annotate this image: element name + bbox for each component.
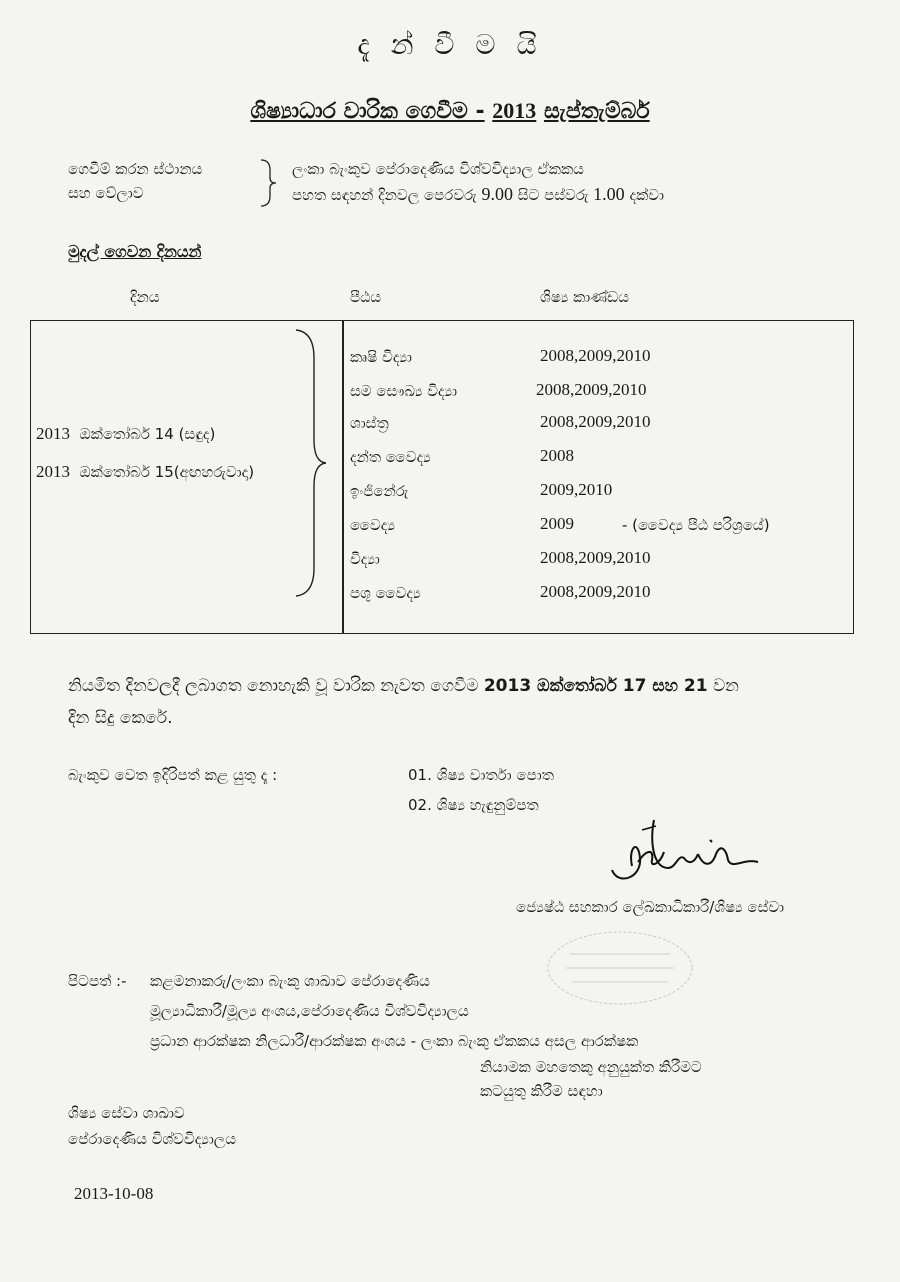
row-faculty: සම සෞඛ්‍ය විද්‍යා [350,382,458,400]
signatory-title: ජ්‍යෙෂ්ඨ සහකාර ලේඛකාධිකාරී/ශිෂ්‍ය සේවා [516,898,785,916]
official-stamp-image [540,924,700,1014]
row-batch: 2008,2009,2010 [540,582,651,601]
document-date: 2013-10-08 [74,1184,154,1203]
row-batch: 2008,2009,2010 [536,380,647,399]
payment-value-pre: පහත සඳහන් දිනවල පෙරවරු [292,186,477,204]
copy-recipient-3: ප්‍රධාන ආරක්ෂක නිලධාරී/ආරක්ෂක අංශය - ලංකා බැංකු ඒකකය අසල ආරක්ෂක [150,1032,639,1050]
date-1-text: ඔක්තෝබර් 14 (සඳුද) [79,425,216,443]
schedule-heading: මුදල් ගෙවන දිනයන් [68,242,202,261]
payment-time-end: 1.00 [593,184,625,204]
document-item-1: 01. ශිෂ්‍ය වාර්තා පොත [408,766,554,784]
copy-recipient-3-cont-2: කටයුතු කිරීම සඳහා [480,1082,603,1100]
page-subtitle [0,98,900,124]
date-2-text: ඔක්තෝබර් 15(අඟහරුවාදා) [79,463,255,481]
copy-recipient-3-cont-1: නියාමක මහතෙකු අනුයුක්ත කිරීමට [480,1058,702,1076]
issuer-line-1: ශිෂ්‍ය සේවා ශාඛාව [68,1104,185,1122]
issuer-line-2: පේරාදෙණිය විශ්වවිද්‍යාලය [68,1130,236,1148]
dates-brace [292,328,332,598]
payment-value-line1: ලංකා බැංකුව පේරාදෙණිය විශ්වවිද්‍යාල ඒකකය [292,160,584,178]
schedule-date-2 [36,462,254,482]
row-batch: 2008,2009,2010 [540,412,651,431]
copy-recipient-1: කළමනාකරු/ලංකා බැංකු ශාඛාව පේරාදෙණිය [150,972,430,990]
document-item-2: 02. ශිෂ්‍ය හැඳුනුම්පත [408,796,539,814]
row-faculty: විද්‍යා [350,550,380,568]
copies-label: පිටපත් :- [68,972,127,990]
row-faculty: දන්ත වෛද්‍ය [350,448,431,466]
subtitle-suffix: සැප්තැම්බර් [543,99,650,124]
payment-label-line2: සහ වේලාව [68,184,144,202]
row-batch: 2009 [540,514,574,533]
notice-text-pre: නියමිත දිනවලදී ලබාගත නොහැකි වූ වාරික නැවත ගෙවීම [68,676,479,696]
row-faculty: ඉංජිනේරු [350,482,409,500]
payment-value-mid: සිට පස්වරු [517,186,589,204]
row-batch: 2008,2009,2010 [540,548,651,567]
column-header-date: දිනය [130,288,160,306]
payment-time-start: 9.00 [481,184,513,204]
row-faculty: ශාස්ත්‍ර [350,414,389,432]
row-faculty: පශු වෛද්‍ය [350,584,421,602]
table-divider [342,320,344,634]
date-2-year: 2013 [36,462,70,481]
copy-recipient-2: මූල්‍යාධිකාරී/මූල්‍ය අංශය,පේරාදෙණිය විශ්වවිද්‍යාලය [150,1002,469,1020]
notice-text-post: වන [712,676,739,696]
row-note: - (වෛද්‍ය පීඨ පරිශ්‍රයේ) [622,516,770,534]
documents-label: බැංකුව වෙත ඉදිරිපත් කළ යුතු දෑ : [68,766,278,784]
payment-value-post: දක්වා [629,186,664,204]
row-faculty: කෘෂි විද්‍යා [350,348,412,366]
page-title: දැ න් වී ම යි [357,28,543,61]
payment-label-line1: ගෙවීම් කරන ස්ථානය [68,160,203,178]
payment-brace [258,158,278,208]
column-header-batch: ශිෂ්‍ය කාණ්ඩය [540,288,629,306]
notice-line-1 [68,676,739,696]
signature-image [598,808,788,898]
row-batch: 2008 [540,446,574,465]
row-batch: 2008,2009,2010 [540,346,651,365]
subtitle-prefix: ශිෂ්‍යාධාර වාරික ගෙවීම - [250,99,485,124]
payment-value-line2 [292,184,664,205]
row-faculty: වෛද්‍ය [350,516,395,534]
subtitle-year: 2013 [492,98,537,123]
date-1-year: 2013 [36,424,70,443]
notice-text-bold: 2013 ඔක්තෝබර් 17 සහ 21 [483,676,708,696]
column-header-faculty: පීඨය [350,288,382,306]
notice-line-2: දින සිදු කෙරේ. [68,708,173,728]
schedule-date-1 [36,424,215,444]
row-batch: 2009,2010 [540,480,613,499]
